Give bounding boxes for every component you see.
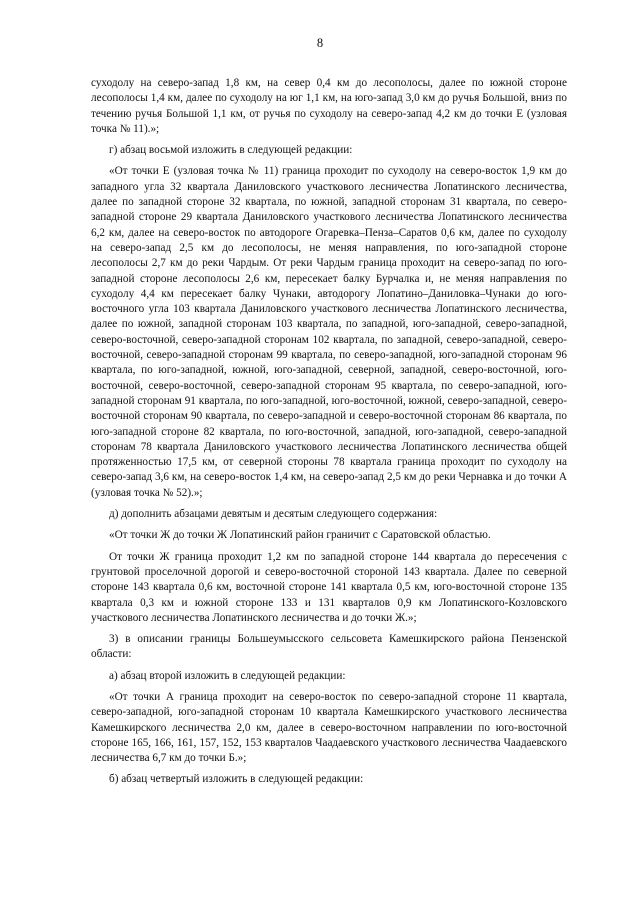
- paragraph-quote-zh: «От точки Ж до точки Ж Лопатинский район граничит с Саратовской областью.: [109, 529, 491, 542]
- paragraph-item-b: б) абзац четвертый изложить в следующей редакции:: [109, 773, 364, 786]
- paragraph-continuation: суходолу на северо-запад 1,8 км, на север 0,4 км до лесополосы, далее по южной стороне лесополосы 1,4 км, далее по суходолу на юг 1,1 км, на юго-запад 3,0 км до ручья Большой, вниз по течению ручья Большой 1,1 км, от ручья по суходолу на северо-запад 4,2 км до точки Е (узловая точка № 11).»;: [91, 77, 567, 135]
- paragraph-boundary-zh: От точки Ж граница проходит 1,2 км по западной стороне 144 квартала до пересечения с грунтовой проселочной дорогой и северо-восточной стороной 143 квартала. Далее по северной стороне 143 квартала 0,6 км, восточной стороне 141 квартала 0,5 км, юго-восточной стороне 135 квартала 0,3 км и южной стороне 133 и 131 кварталов 0,9 км Лопатинского-Козловского участкового лесничества Лопатинского лесничества и до точки Ж.»;: [91, 550, 567, 624]
- paragraph-item-3: 3) в описании границы Большеумысского сельсовета Камешкирского района Пензенской области:: [91, 633, 567, 661]
- page-number: 8: [316, 36, 324, 50]
- document-body: [91, 76, 567, 790]
- paragraph-item-d: д) дополнить абзацами девятым и десятым следующего содержания:: [109, 508, 438, 521]
- paragraph-item-g: г) абзац восьмой изложить в следующей редакции:: [109, 144, 353, 157]
- paragraph-quote-e: «От точки Е (узловая точка № 11) граница проходит по суходолу на северо-восток 1,9 км до западного угла 32 квартала Даниловского участкового лесничества Лопатинского лесничества, далее по западной стороне 32 квартала, по южной, западной сторонам 31 квартала, по северо-западной стороне 29 квартала Даниловского участкового лесничества Лопатинского лесничества 6,2 км, далее на северо-восток по автодороге Огаревка–Пенза–Саратов 0,6 км, далее по суходолу на северо-запад 2,5 км до лесополосы, не меняя направления, по юго-западной стороне лесополосы 2,7 км до реки Чардым. От реки Чардым граница проходит на северо-запад по юго-западной стороне лесополосы 2,6 км, пересекает балку Бурчалка и, не меняя направления по суходолу 4,4 км пересекает балку Чунаки, автодорогу Лопатино–Даниловка–Чунаки до юго-восточного угла 103 квартала Даниловского участкового лесничества Лопатинского лесничества, далее по южной, западной сторонам 103 квартала, по западной, юго-западной, северо-западной, северо-восточной, северо-западной сторонам 102 квартала, по западной, северо-западной, северо-восточной, северо-западной сторонам 99 квартала, по северо-западной, юго-западной сторонам 96 квартала, по юго-западной, южной, юго-западной, северной, западной, северо-восточной, юго-восточной, северо-восточной, северо-западной сторонам 95 квартала, по северо-западной, юго-западной сторонам 91 квартала, по юго-западной, юго-восточной, южной, северо-западной, северо-восточной сторонам 90 квартала, по северо-западной и северо-восточной сторонам 86 квартала, по юго-западной стороне 82 квартала, по юго-восточной, западной, юго-западной, северо-западной сторонам 78 квартала Даниловского участкового лесничества Лопатинского лесничества общей протяженностью 17,5 км, от северной стороны 78 квартала граница проходит по суходолу на северо-запад 3,6 км, на северо-восток 1,4 км, на северо-запад 2,5 км до реки Чернавка и до точки А (узловая точка № 52).»;: [91, 165, 567, 499]
- paragraph-item-a: а) абзац второй изложить в следующей редакции:: [109, 669, 346, 682]
- paragraph-quote-a: «От точки А граница проходит на северо-восток по северо-западной стороне 11 квартала, северо-западной, юго-западной сторонам 10 квартала Камешкирского участкового лесничества Камешкирского лесничества 2,0 км, далее в северо-восточном направлении по юго-восточной стороне 165, 166, 161, 157, 152, 153 кварталов Чаадаевского участкового лесничества Чаадаевского лесничества 6,7 км до точки Б.»;: [91, 690, 567, 765]
